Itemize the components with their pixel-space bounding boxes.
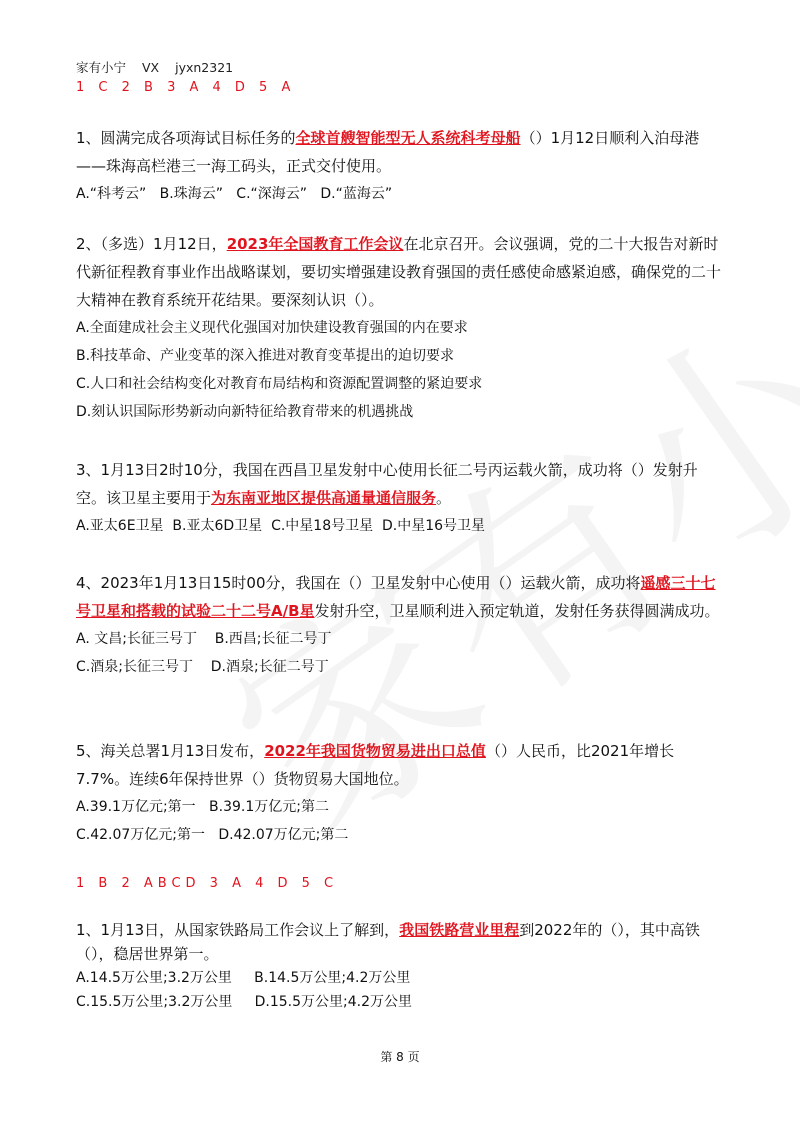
option-ab: A.39.1万亿元;第一 B.39.1万亿元;第二 [76, 799, 329, 815]
vx-label: VX [142, 60, 160, 75]
question-1: 1、圆满完成各项海试目标任务的全球首艘智能型无人系统科考母船（）1月12日顺利入泊母港——珠海高栏港三一海工码头，正式交付使用。 A.“科考云” B.珠海云” C.“深海云” D.“蓝海云” [76, 124, 726, 208]
page-number: 第 8 页 [380, 1050, 420, 1064]
question-1-options: A.“科考云” B.珠海云” C.“深海云” D.“蓝海云” [76, 186, 393, 202]
highlight: 2022年我国货物贸易进出口总值 [264, 742, 486, 760]
answer-key-2: 1 B 2 ABCD 3 A 4 D 5 C [76, 876, 339, 891]
highlight: 全球首艘智能型无人系统科考母船 [295, 129, 521, 147]
author-name: 家有小宁 [76, 60, 127, 75]
option-cd: C.42.07万亿元;第一 D.42.07万亿元;第二 [76, 827, 349, 843]
question-5: 5、海关总署1月13日发布，2022年我国货物贸易进出口总值（）人民币，比2021年增长7.7%。连续6年保持世界（）货物贸易大国地位。 A.39.1万亿元;第一 B.39.1万亿元;第二 C.42.07万亿元;第一 D.42.07万亿元;第二 [76, 737, 726, 849]
page-header [76, 58, 245, 76]
highlight: 我国铁路营业里程 [399, 921, 520, 939]
option-cd: C.15.5万公里;3.2万公里 D.15.5万公里;4.2万公里 [76, 994, 413, 1010]
option-a: A.全面建成社会主义现代化强国对加快建设教育强国的内在要求 [76, 320, 468, 336]
vx-id: jyxn2321 [175, 60, 234, 75]
highlight: 2023年全国教育工作会议 [226, 235, 404, 253]
question-2: 2、（多选）1月12日，2023年全国教育工作会议在北京召开。会议强调，党的二十大报告对新时代新征程教育事业作出战略谋划，要切实增强建设教育强国的责任感使命感紧迫感，确保党的二十大精神在教育系统开花结果。要深刻认识（）。 A.全面建成社会主义现代化强国对加快建设教育强国的内在要求 B.科技革命、产业变革的深入推进对教育变革提出的迫切要求 C.人口和社会结构变化对教育布局结构和资源配置调整的紧迫要求 D.刻认识国际形势新动向新特征给教育带来的机遇挑战 [76, 230, 726, 426]
question-3: 3、1月13日2时10分，我国在西昌卫星发射中心使用长征二号丙运载火箭，成功将（）发射升空。该卫星主要用于为东南亚地区提供高通量通信服务。 A.亚太6E卫星 B.亚太6D卫星 C.中星18号卫星 D.中星16号卫星 [76, 456, 726, 540]
option-ab: A. 文昌;长征三号丁 B.西昌;长征二号丁 [76, 631, 332, 647]
question-4: 4、2023年1月13日15时00分，我国在（）卫星发射中心使用（）运载火箭，成功将遥感三十七号卫星和搭载的试验二十二号A/B星发射升空，卫星顺利进入预定轨道，发射任务获得圆满成功。 A. 文昌;长征三号丁 B.西昌;长征二号丁 C.酒泉;长征三号丁 D.酒泉;长征二号丁 [76, 569, 726, 681]
highlight: 遥感三十七号卫星和搭载的试验二十二号A/B星 [76, 574, 716, 620]
option-c: C.人口和社会结构变化对教育布局结构和资源配置调整的紧迫要求 [76, 376, 483, 392]
question-3-options: A.亚太6E卫星 B.亚太6D卫星 C.中星18号卫星 D.中星16号卫星 [76, 518, 486, 534]
option-cd: C.酒泉;长征三号丁 D.酒泉;长征二号丁 [76, 659, 329, 675]
question-6: 1、1月13日，从国家铁路局工作会议上了解到，我国铁路营业里程到2022年的（），其中高铁（），稳居世界第一。 A.14.5万公里;3.2万公里 B.14.5万公里;4.2万公里 C.15.5万公里;3.2万公里 D.15.5万公里;4.2万公里 [76, 918, 726, 1014]
option-ab: A.14.5万公里;3.2万公里 B.14.5万公里;4.2万公里 [76, 970, 411, 986]
option-d: D.刻认识国际形势新动向新特征给教育带来的机遇挑战 [76, 404, 414, 420]
answer-key-1: 1 C 2 B 3 A 4 D 5 A [76, 80, 296, 95]
highlight: 为东南亚地区提供高通量通信服务 [211, 489, 437, 507]
option-b: B.科技革命、产业变革的深入推进对教育变革提出的迫切要求 [76, 348, 455, 364]
